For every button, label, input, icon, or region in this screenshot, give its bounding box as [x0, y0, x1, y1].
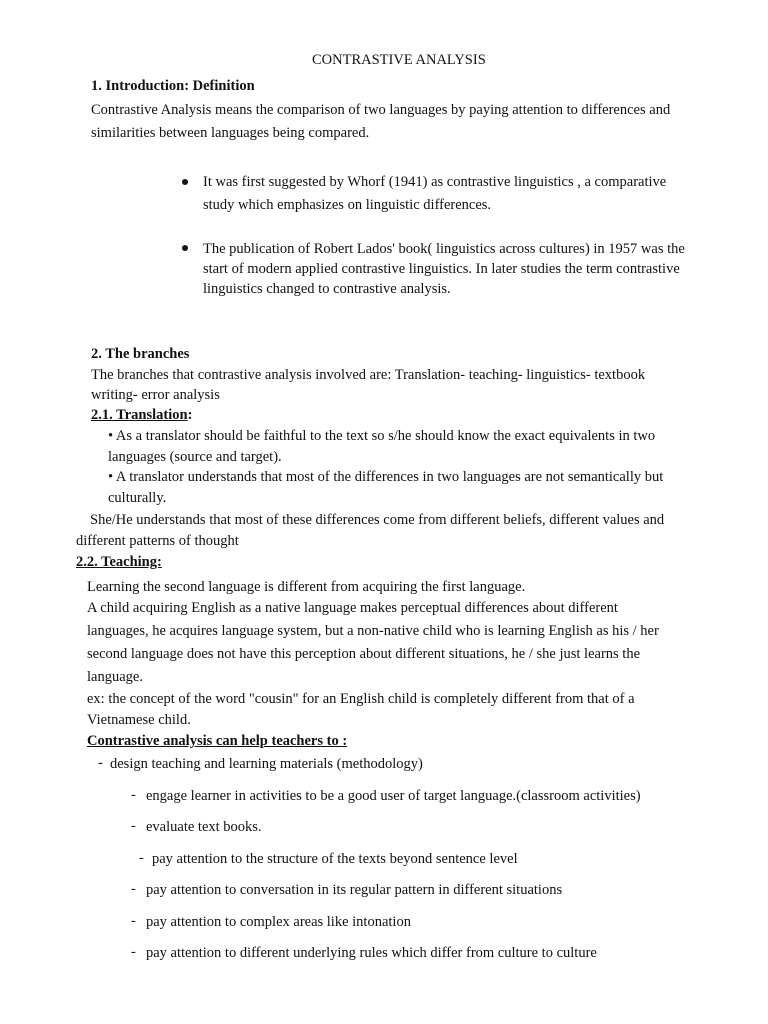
section-heading-branches: 2. The branches: [91, 346, 190, 362]
dash-marker: -: [131, 881, 136, 897]
dash-marker: -: [131, 913, 136, 929]
bullet-2-line-3: linguistics changed to contrastive analysis.: [203, 281, 451, 297]
translation-bullet-1-text: As a translator should be faithful to the text so s/he should know the exact equivalents in two: [115, 428, 656, 444]
help-item: pay attention to different underlying rules which differ from culture to culture: [146, 945, 597, 961]
dash-marker: -: [131, 818, 136, 834]
teaching-example-line-2: Vietnamese child.: [87, 712, 191, 728]
translation-heading-colon: :: [187, 407, 193, 423]
translation-note-line-1: She/He understands that most of these differences come from different beliefs, different values and: [90, 512, 665, 528]
translation-heading-text: 2.1. Translation: [91, 407, 188, 423]
bullet-2-line-1: The publication of Robert Lados' book( linguistics across cultures) in 1957 was the: [203, 241, 685, 257]
translation-bullet-2-line-2: culturally.: [108, 490, 167, 506]
teachers-help-heading: Contrastive analysis can help teachers to :: [87, 733, 348, 749]
bullet-symbol: •: [108, 428, 114, 444]
subsection-heading-translation: [91, 406, 192, 424]
definition-line-1: Contrastive Analysis means the comparison of two languages by paying attention to differences and: [91, 102, 671, 118]
branches-intro-line-2: writing- error analysis: [91, 387, 220, 403]
teaching-paragraph-line: languages, he acquires language system, but a non-native child who is learning English as his / her: [87, 623, 659, 639]
teaching-paragraph-line: language.: [87, 669, 143, 685]
teaching-paragraph-line: second language does not have this perception about different situations, he / she just learns the: [87, 646, 641, 662]
dash-marker: -: [139, 850, 144, 866]
help-item: pay attention to complex areas like intonation: [146, 914, 411, 930]
bullet-2-line-2: start of modern applied contrastive linguistics. In later studies the term contrastive: [203, 261, 680, 277]
bullet-1-line-1: It was first suggested by Whorf (1941) as contrastive linguistics , a comparative: [203, 174, 667, 190]
help-item: evaluate text books.: [146, 819, 262, 835]
dash-marker: -: [131, 787, 136, 803]
branches-intro-line-1: The branches that contrastive analysis involved are: Translation- teaching- linguistics- textbook: [91, 367, 646, 383]
dash-marker: -: [98, 755, 103, 771]
teaching-paragraph-line: Learning the second language is different from acquiring the first language.: [87, 579, 526, 595]
help-item: pay attention to the structure of the texts beyond sentence level: [152, 851, 518, 867]
bullet-dot: [182, 179, 188, 185]
definition-line-2: similarities between languages being compared.: [91, 125, 370, 141]
bullet-1-line-2: study which emphasizes on linguistic differences.: [203, 197, 492, 213]
help-item: design teaching and learning materials (methodology): [110, 756, 423, 772]
bullet-symbol: •: [108, 469, 114, 485]
help-item: engage learner in activities to be a good user of target language.(classroom activities): [146, 788, 641, 804]
translation-bullet-2-text: A translator understands that most of the differences in two languages are not semantically but: [115, 469, 664, 485]
section-heading-introduction: 1. Introduction: Definition: [91, 78, 255, 94]
document-title: CONTRASTIVE ANALYSIS: [312, 52, 486, 68]
bullet-dot: [182, 245, 188, 251]
subsection-heading-teaching: 2.2. Teaching:: [76, 554, 162, 570]
dash-marker: -: [131, 944, 136, 960]
teaching-example-line-1: ex: the concept of the word "cousin" for an English child is completely different from that of a: [87, 691, 635, 707]
translation-bullet-1-line-1: [108, 427, 655, 445]
translation-bullet-1-line-2: languages (source and target).: [108, 449, 282, 465]
teaching-paragraph-line: A child acquiring English as a native language makes perceptual differences about different: [87, 600, 618, 616]
translation-note-line-2: different patterns of thought: [76, 533, 239, 549]
help-item: pay attention to conversation in its regular pattern in different situations: [146, 882, 563, 898]
translation-bullet-2-line-1: [108, 468, 663, 486]
